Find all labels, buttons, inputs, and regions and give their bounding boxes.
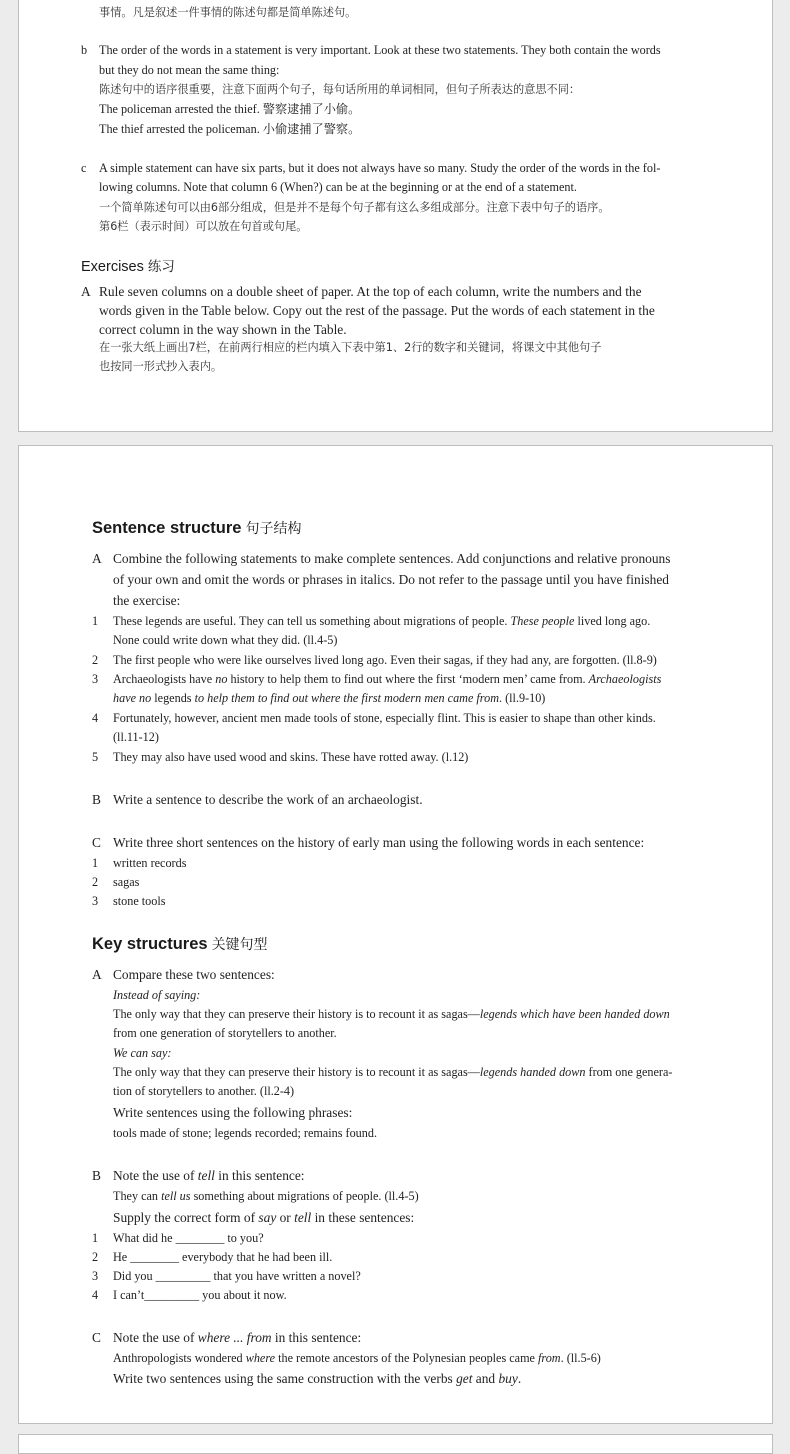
ss-a-line2: of your own and omit the words or phrases in italics. Do not refer to the passage until you have finished [113,572,669,587]
ss-c-list-num: 3 [92,894,99,908]
ss-c-list-item: sagas [113,875,140,889]
ks-c-label: C [92,1330,101,1345]
ss-c-list-num: 2 [92,875,99,889]
ks-a-phrases: tools made of stone; legends recorded; remains found. [113,1126,377,1140]
ks-b-list-num: 4 [92,1288,99,1302]
ks-b-list-num: 2 [92,1250,99,1264]
item-b-example2: The thief arrested the policeman. 小偷逮捕了警察。 [99,122,361,136]
ks-b-list-item: He ________ everybody that he had been ill. [113,1250,333,1264]
ks-b-label: B [92,1168,101,1183]
ks-b-list-item: Did you _________ that you have written a novel? [113,1269,361,1283]
item-b-line2: but they do not mean the same thing: [99,63,280,77]
ks-a-text: Compare these two sentences: [113,967,275,982]
exercises-heading [81,255,175,275]
exercise-a-cn1: 在一张大纸上画出7栏，在前两行相应的栏内填入下表中第1、2行的数字和关键词，将课文中其他句子 [99,341,602,354]
sentence-structure-heading [92,518,301,538]
ks-a-sentence1-line2: from one generation of storytellers to another. [113,1026,337,1040]
item-b-label: b [81,43,88,57]
ss-c-list-item: written records [113,856,187,870]
sentence-structure-title: Sentence structure [92,519,242,537]
exercise-a-line2: words given in the Table below. Copy out the rest of the passage. Put the words of each statement in the [99,303,655,318]
ss-c-label: C [92,835,101,850]
ss-item4-num: 4 [92,711,99,725]
ss-item2-num: 2 [92,653,99,667]
ss-c-text: Write three short sentences on the history of early man using the following words in each sentence: [113,835,645,850]
ks-a-sentence2-line2: tion of storytellers to another. (ll.2-4) [113,1084,295,1098]
ks-a-wecan: We can say: [113,1046,172,1060]
ss-item3-line1: Archaeologists have no history to help them to find out where the first ‘modern men’ came from. Archaeologists [113,672,662,686]
ks-b-note: Note the use of tell in this sentence: [113,1168,305,1183]
exercises-heading-en: Exercises [81,259,144,275]
page-next-edge [18,1434,773,1454]
item-c-line1: A simple statement can have six parts, but it does not always have so many. Study the order of the words in the fol- [99,161,661,175]
ks-c-write: Write two sentences using the same construction with the verbs get and buy. [113,1371,522,1386]
exercise-a-label: A [81,284,91,299]
ss-item3-num: 3 [92,672,99,686]
item-b-line1: The order of the words in a statement is very important. Look at these two statements. They both contain the words [99,43,661,57]
item-b-example1: The policeman arrested the thief. 警察逮捕了小偷。 [99,102,361,116]
key-structures-title-zh: 关键句型 [211,937,268,953]
ks-c-note: Note the use of where ... from in this sentence: [113,1330,362,1345]
ks-b-list-item: What did he ________ to you? [113,1231,264,1245]
ss-item5-text: They may also have used wood and skins. These have rotted away. (l.12) [113,750,469,764]
ks-a-sentence1-line1: The only way that they can preserve their history is to recount it as sagas—legends which have been handed down [113,1007,670,1021]
ss-a-line3: the exercise: [113,593,181,608]
ks-c-example: Anthropologists wondered where the remote ancestors of the Polynesian peoples came from. (ll.5-6) [113,1351,601,1365]
ks-b-list-item: I can’t_________ you about it now. [113,1288,287,1302]
ks-a-label: A [92,967,102,982]
ss-item5-num: 5 [92,750,99,764]
ks-a-sentence2-line1: The only way that they can preserve their history is to recount it as sagas—legends handed down from one genera- [113,1065,673,1079]
exercises-heading-zh: 练习 [147,259,175,275]
ss-c-list-item: stone tools [113,894,166,908]
ks-a-write: Write sentences using the following phrases: [113,1105,353,1120]
page-top [18,0,773,432]
ss-c-list-num: 1 [92,856,99,870]
ss-a-line1: Combine the following statements to make complete sentences. Add conjunctions and relative pronouns [113,551,671,566]
ss-a-label: A [92,551,102,566]
ss-b-text: Write a sentence to describe the work of an archaeologist. [113,792,423,807]
item-c-cn2: 第6栏（表示时间）可以放在句首或句尾。 [99,220,308,233]
ks-b-supply: Supply the correct form of say or tell in these sentences: [113,1210,415,1225]
ss-item3-line2: have no legends to help them to find out where the first modern men came from. (ll.9-10) [113,691,546,705]
exercise-a-cn2: 也按同一形式抄入表内。 [99,360,223,373]
key-structures-heading [92,934,268,954]
ss-item1-line2: None could write down what they did. (ll.4-5) [113,633,338,647]
ks-a-instead: Instead of saying: [113,988,201,1002]
item-b-cn: 陈述句中的语序很重要，注意下面两个句子，每句话所用的单词相同，但句子所表达的意思不同： [99,83,581,96]
ss-item4-line2: (ll.11-12) [113,730,159,744]
exercise-a-line1: Rule seven columns on a double sheet of paper. At the top of each column, write the numbers and the [99,284,642,299]
ks-b-list-num: 1 [92,1231,99,1245]
item-c-line2: lowing columns. Note that column 6 (When?) can be at the beginning or at the end of a statement. [99,180,577,194]
ss-item4-line1: Fortunately, however, ancient men made tools of stone, especially flint. This is easier to shape than other kinds. [113,711,656,725]
ks-b-example: They can tell us something about migrations of people. (ll.4-5) [113,1189,419,1203]
ks-b-list-num: 3 [92,1269,99,1283]
item-c-label: c [81,161,87,175]
intro-cn-line: 事情。凡是叙述一件事情的陈述句都是简单陈述句。 [99,6,357,19]
ss-b-label: B [92,792,101,807]
ss-item2-text: The first people who were like ourselves lived long ago. Even their sagas, if they had any, are forgotten. (ll.8-9) [113,653,657,667]
ss-item1-line1: These legends are useful. They can tell us something about migrations of people. These people lived long ago. [113,614,651,628]
key-structures-title: Key structures [92,935,208,953]
sentence-structure-title-zh: 句子结构 [245,521,302,537]
item-c-cn1: 一个简单陈述句可以由6部分组成，但是并不是每个句子都有这么多组成部分。注意下表中句子的语序。 [99,201,610,214]
exercise-a-line3: correct column in the way shown in the Table. [99,322,347,337]
ss-item1-num: 1 [92,614,99,628]
page-main [18,445,773,1424]
